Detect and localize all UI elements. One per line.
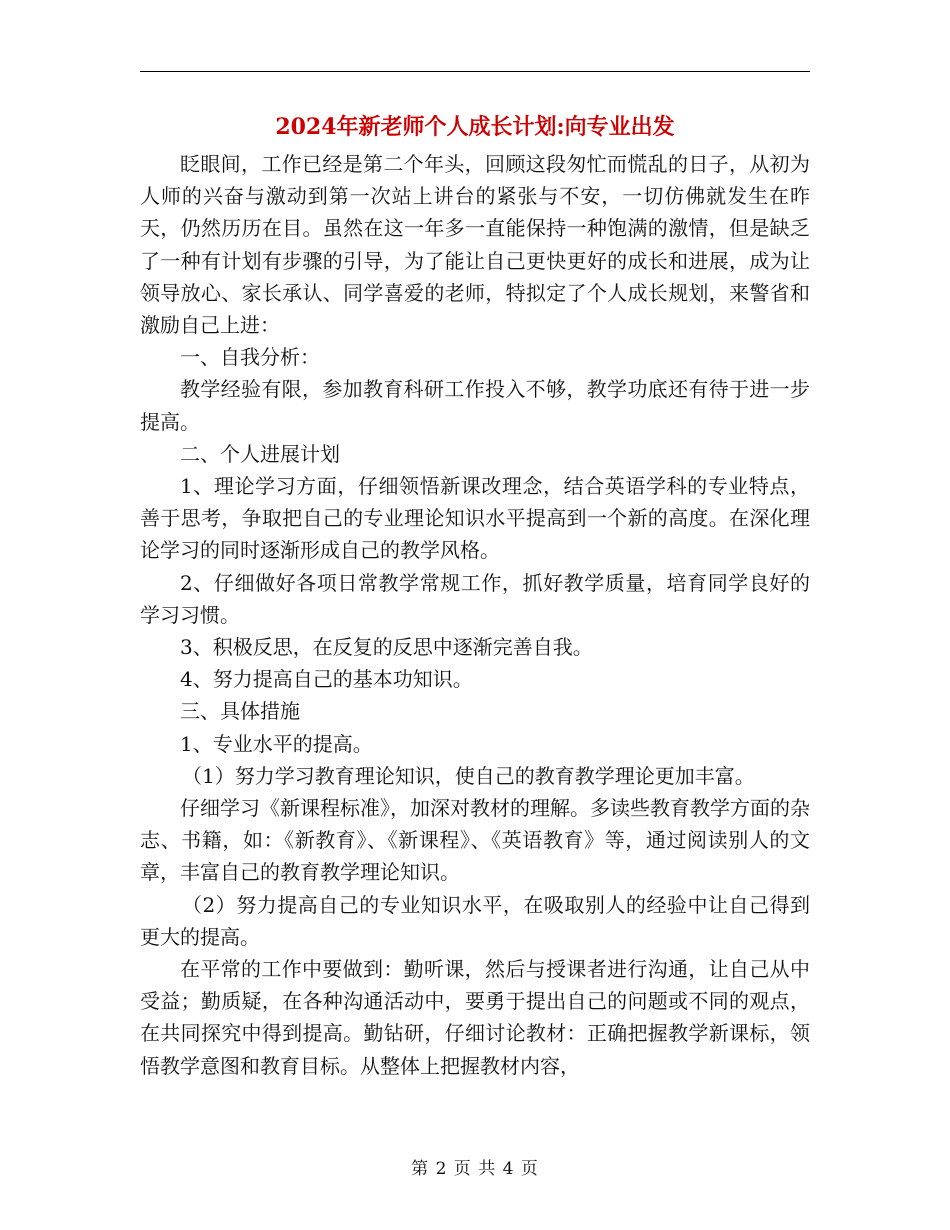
header-rule [140,71,810,72]
paragraph-measure-1-2: （2）努力提高自己的专业知识水平，在吸取别人的经验中让自己得到更大的提高。 [140,892,810,949]
paragraph-intro: 眨眼间，工作已经是第二个年头，回顾这段匆忙而慌乱的日子，从初为人师的兴奋与激动到第一次站上讲台的紧张与不安，一切仿佛就发生在昨天，仍然历历在目。虽然在这一年多一直能保持一种饱满的激情，但是缺乏了一种有计划有步骤的引导，为了能让自己更快更好的成长和进展，成为让领导放心、家长承认、同学喜爱的老师，特拟定了个人成长规划，来警省和激励自己上进： [140,152,810,338]
paragraph-plan-3: 3、积极反思，在反复的反思中逐渐完善自我。 [180,635,593,660]
paragraph-measure-1-1: （1）努力学习教育理论知识，使自己的教育教学理论更加丰富。 [182,763,755,788]
paragraph-plan-2: 2、仔细做好各项日常教学常规工作，抓好教学质量，培育同学良好的学习习惯。 [140,570,810,627]
paragraph-measure-1-1-detail: 仔细学习《新课程标准》，加深对教材的理解。多读些教育教学方面的杂志、书籍，如：《新教育》、《新课程》、《英语教育》等，通过阅读别人的文章，丰富自己的教育教学理论知识。 [140,796,810,885]
paragraph-measure-1: 1、专业水平的提高。 [180,731,373,756]
paragraph-plan-4: 4、努力提高自己的基本功知识。 [180,667,473,692]
section-heading-measures: 三、具体措施 [180,699,300,724]
paragraph-measure-1-2-detail: 在平常的工作中要做到：勤听课，然后与授课者进行沟通，让自己从中受益；勤质疑，在各种沟通活动中，要勇于提出自己的问题或不同的观点，在共同探究中得到提高。勤钻研，仔细讨论教材：正确把握教学新课标，领悟教学意图和教育目标。从整体上把握教材内容， [140,957,810,1078]
paragraph-self-analysis: 教学经验有限，参加教育科研工作投入不够，教学功底还有待于进一步提高。 [140,377,810,434]
document-title: 2024年新老师个人成长计划:向专业出发 [275,114,675,140]
paragraph-plan-1: 1、理论学习方面，仔细领悟新课改理念，结合英语学科的专业特点，善于思考，争取把自己的专业理论知识水平提高到一个新的高度。在深化理论学习的同时逐渐形成自己的教学风格。 [140,474,810,563]
page-footer: 第 2 页 共 4 页 [411,1159,539,1179]
section-heading-self-analysis: 一、自我分析： [180,345,320,370]
document-body [140,148,810,1082]
section-heading-development-plan: 二、个人进展计划 [180,441,340,466]
